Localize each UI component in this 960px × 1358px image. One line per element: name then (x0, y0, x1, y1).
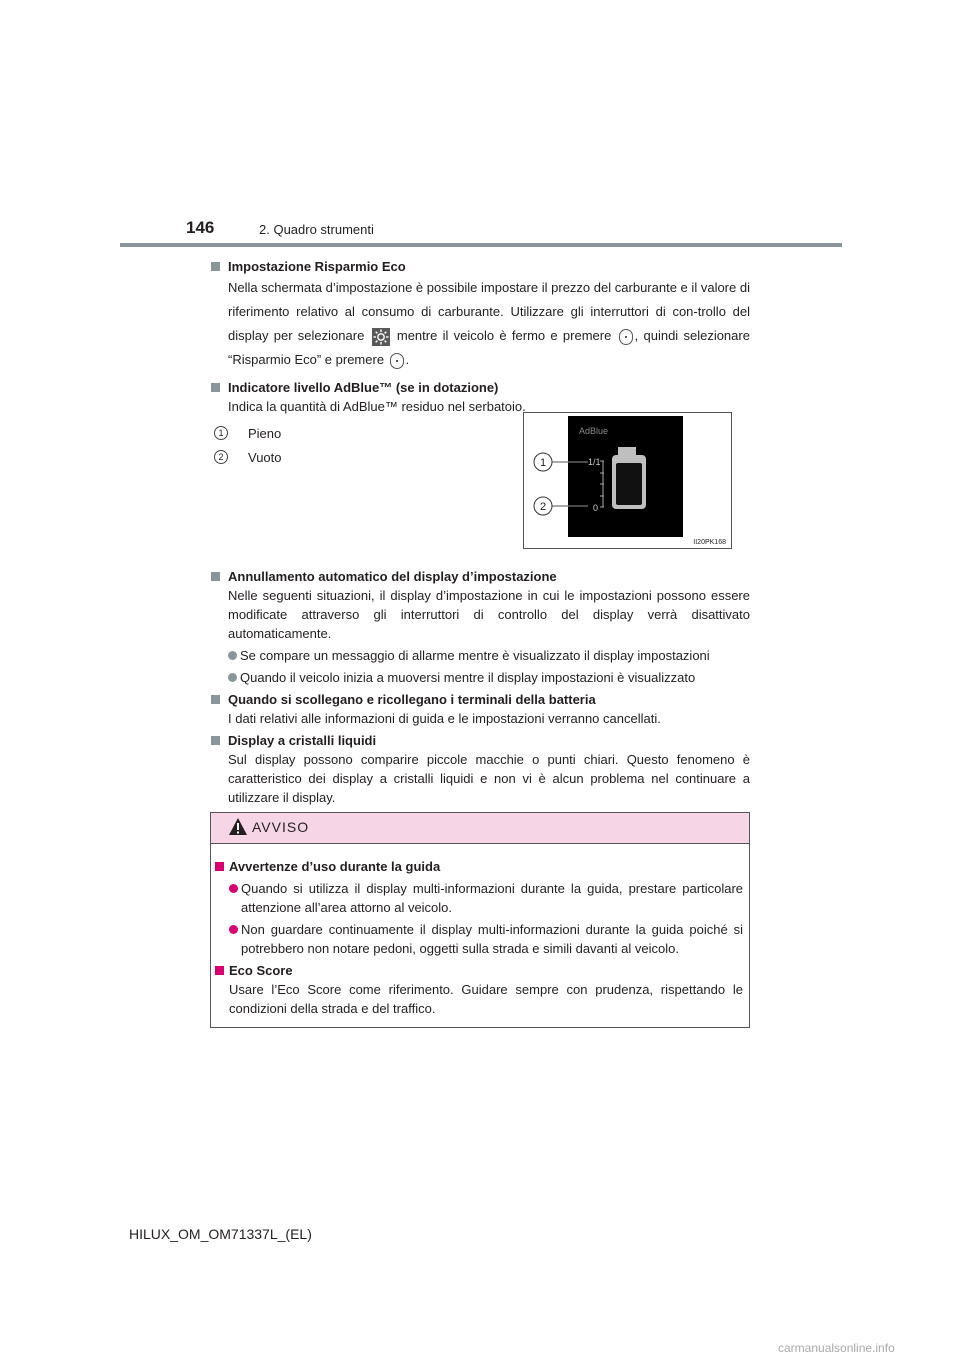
page-number: 146 (186, 218, 215, 237)
warning-box (210, 812, 750, 1028)
warning-section-text: Usare l’Eco Score come riferimento. Guidare sempre con prudenza, rispettando le condizioni della strada e del traffico. (229, 982, 743, 1016)
warning-bullet: Quando si utilizza il display multi-informazioni durante la guida, prestare particolare attenzione all’area attorno al veicolo. (211, 879, 743, 917)
document-code: HILUX_OM_OM71337L_(EL) (129, 1226, 312, 1242)
chapter-title: 2. Quadro strumenti (259, 222, 374, 237)
ref-number: 2 (214, 450, 228, 464)
watermark: carmanualsonline.info (778, 1341, 895, 1355)
ref-label: Pieno (248, 426, 282, 441)
eco-setting-text-1: Nella schermata d’impostazione è possibile impostare il prezzo del carburante e il valore di riferimento relativo al consumo di carburante. Utilizzare gli interruttori di con-trollo del display per selezionare (228, 280, 750, 343)
adblue-title: Indicatore livello AdBlue™ (se in dotazione) (210, 378, 750, 397)
eco-setting-text-4: . (405, 352, 410, 367)
ok-switch-icon (390, 353, 404, 369)
ok-switch-icon (619, 329, 633, 345)
figure-code: II20PK168 (693, 539, 726, 546)
warning-body (211, 844, 749, 1018)
tank-level-fill (616, 463, 642, 505)
callout-2: 2 (539, 501, 547, 513)
auto-cancel-bullet: Quando il veicolo inizia a muoversi mentre il display impostazioni è visualizzato (210, 668, 750, 687)
adblue-text: Indica la quantità di AdBlue™ residuo nel serbatoio. (228, 399, 526, 414)
auto-cancel-title: Annullamento automatico del display d’impostazione (210, 567, 750, 586)
lcd-title: Display a cristalli liquidi (210, 731, 750, 750)
eco-setting-title: Impostazione Risparmio Eco (210, 257, 750, 276)
warning-section-title: Avvertenze d’uso durante la guida (211, 857, 743, 876)
ref-number: 1 (214, 426, 228, 440)
ref-label: Vuoto (248, 450, 282, 465)
battery-text: I dati relativi alle informazioni di guida e le impostazioni verranno cancellati. (228, 711, 661, 726)
settings-gear-icon (372, 328, 390, 346)
eco-setting-text-2: mentre il veicolo è fermo e premere (396, 328, 612, 343)
adblue-screen-title: AdBlue (579, 426, 609, 436)
header-rule (120, 243, 842, 247)
warning-title: AVVISO (252, 819, 310, 835)
eco-setting-text-3: , quindi selezionare “Risparmio Eco” e premere (228, 328, 750, 367)
full-mark: 1/1 (588, 457, 601, 467)
adblue-illustration (524, 413, 731, 548)
warning-bullet: Non guardare continuamente il display multi-informazioni durante la guida poiché si potrebbero non notare pedoni, oggetti sulla strada e simili davanti al veicolo. (211, 920, 743, 958)
battery-title: Quando si scollegano e ricollegano i terminali della batteria (210, 690, 750, 709)
warning-section-title: Eco Score (211, 961, 743, 980)
empty-mark: 0 (593, 503, 599, 513)
eco-setting-text (210, 276, 750, 372)
lcd-text: Sul display possono comparire piccole macchie o punti chiari. Questo fenomeno è caratteristico dei display a cristalli liquidi e non vi è alcun problema nel continuare a utilizzare il display. (228, 752, 750, 805)
auto-cancel-bullet: Se compare un messaggio di allarme mentre è visualizzato il display impostazioni (210, 646, 750, 665)
warning-header (211, 813, 749, 844)
adblue-figure (523, 412, 732, 549)
auto-cancel-text: Nelle seguenti situazioni, il display d’impostazione in cui le impostazioni possono essere modificate attraverso gli interruttori di controllo del display verrà disattivato automaticamente. (228, 588, 750, 641)
callout-1: 1 (539, 457, 547, 469)
warning-triangle-icon (228, 817, 248, 841)
